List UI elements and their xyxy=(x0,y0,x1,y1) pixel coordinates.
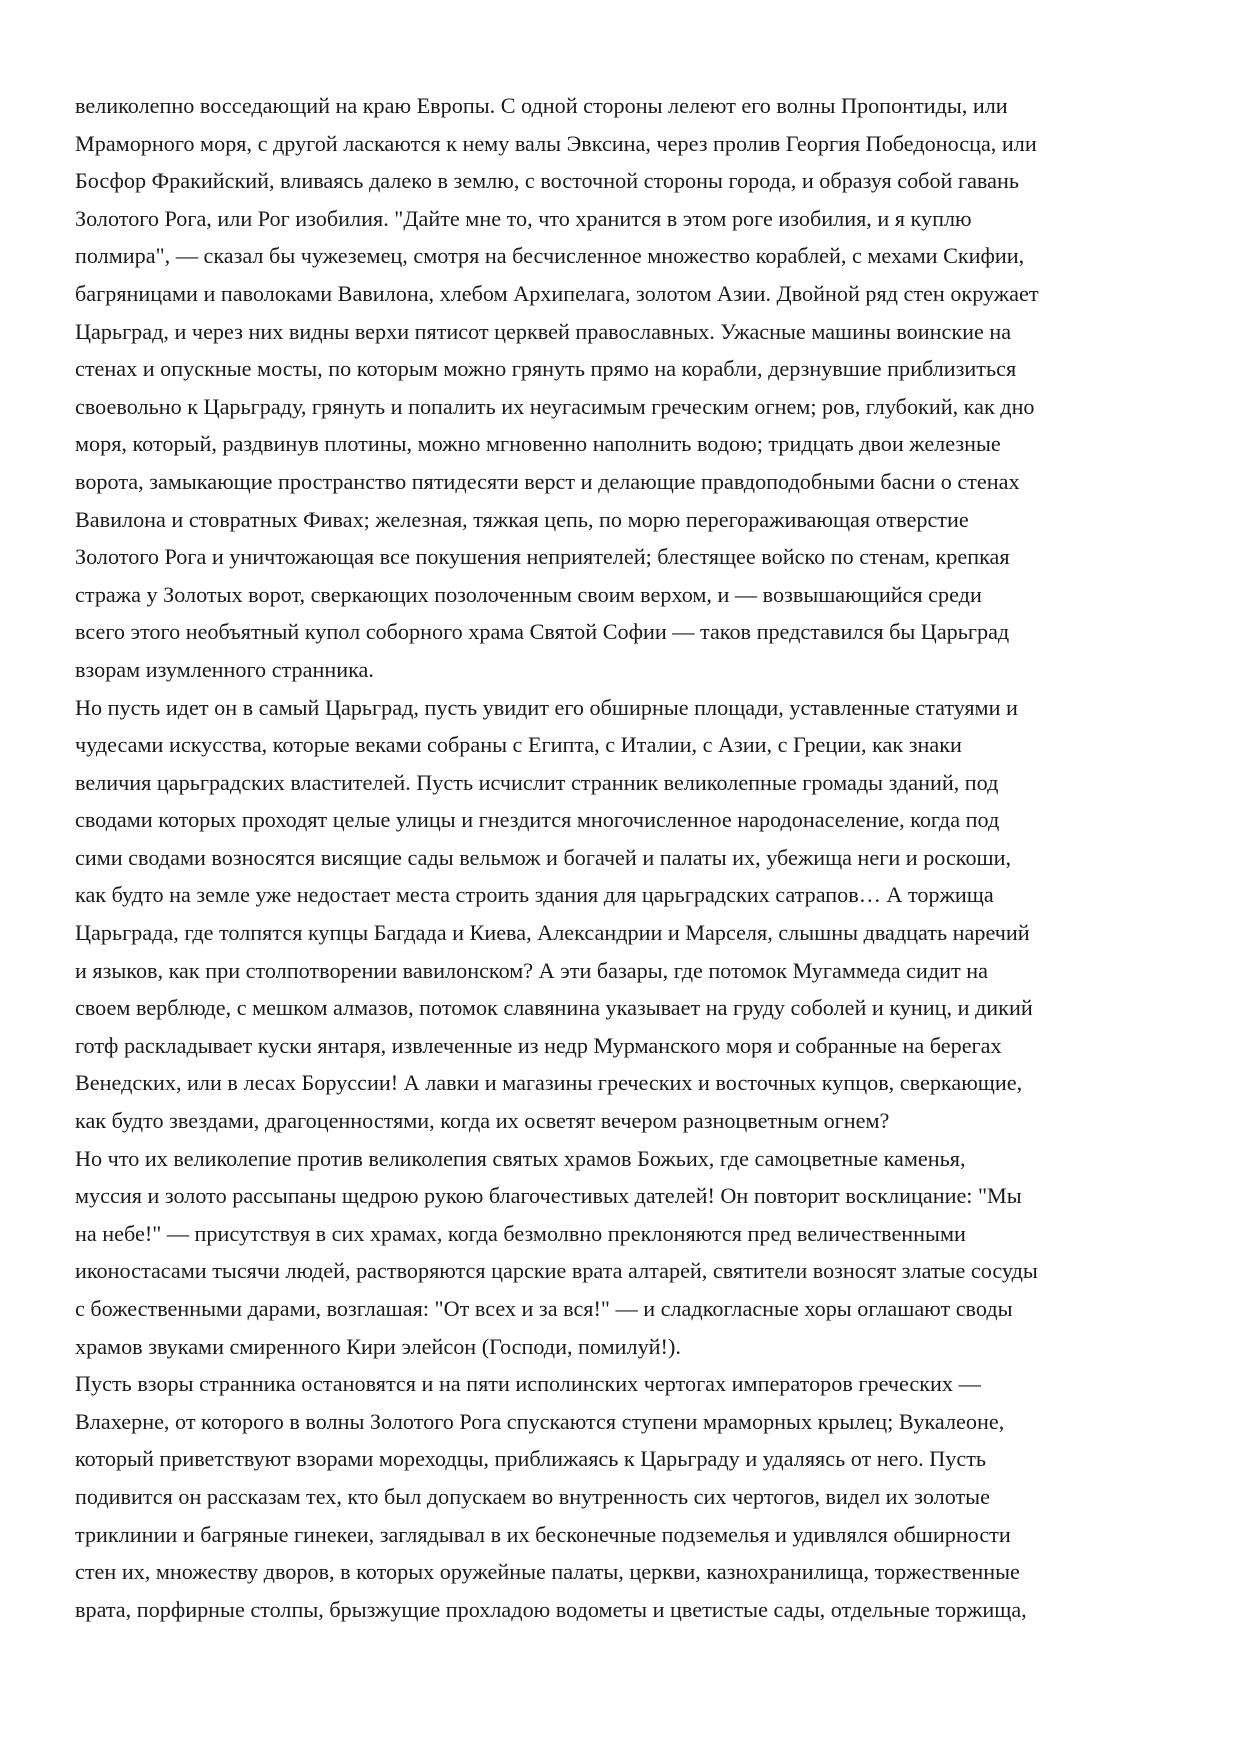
document-page xyxy=(75,87,1185,1628)
text-line: взорам изумленного странника. xyxy=(75,656,374,682)
text-line: который приветствуют взорами мореходцы, приближаясь к Царьграду и удаляясь от него. Пусть xyxy=(75,1446,987,1472)
text-line: и языков, как при столпотворении вавилонском? А эти базары, где потомок Мугаммеда сидит на xyxy=(75,957,988,983)
text-line: с божественными дарами, возглашая: "От всех и за вся!" — и сладкогласные хоры оглашают своды xyxy=(75,1296,1013,1321)
text-line: Вавилона и стовратных Фивах; железная, тяжкая цепь, по морю перегораживающая отверстие xyxy=(75,506,969,532)
text-line: как будто звездами, драгоценностями, когда их осветят вечером разноцветным огнем? xyxy=(75,1108,890,1134)
text-line: врата, порфирные столпы, брызжущие прохладою водометы и цветистые сады, отдельные торжища, xyxy=(75,1596,1027,1622)
text-line: Царьграда, где толпятся купцы Багдада и Киева, Александрии и Марселя, слышны двадцать наречий xyxy=(75,920,1030,946)
text-line: Но пусть идет он в самый Царьград, пусть увидит его обширные площади, уставленные статуями и xyxy=(75,694,1018,720)
text-line: великолепно восседающий на краю Европы. С одной стороны лелеют его волны Пропонтиды, или xyxy=(75,93,1008,118)
text-line: храмов звуками смиренного Кири элейсон (Господи, помилуй!). xyxy=(75,1333,681,1359)
text-line: стенах и опускные мосты, по которым можно грянуть прямо на корабли, дерзнувшие приблизиться xyxy=(75,356,1017,382)
text-line: ворота, замыкающие пространство пятидесяти верст и делающие правдоподобными басни о стенах xyxy=(75,468,1020,494)
text-line: Мраморного моря, с другой ласкаются к нему валы Эвксина, через пролив Георгия Победоносца, или xyxy=(75,130,1037,156)
text-line: на небе!" — присутствуя в сих храмах, когда безмолвно преклоняются пред величественными xyxy=(75,1220,966,1246)
text-line: величия царьградских властителей. Пусть исчислит странник великолепные громады зданий, под xyxy=(75,769,999,795)
text-line: Пусть взоры странника остановятся и на пяти исполинских чертогах императоров греческих — xyxy=(75,1371,981,1397)
text-line: полмира", — сказал бы чужеземец, смотря на бесчисленное множество кораблей, с мехами Скифии, xyxy=(75,243,1025,269)
text-line: как будто на земле уже недостает места строить здания для царьградских сатрапов… А торжища xyxy=(75,882,994,908)
text-line: стен их, множеству дворов, в которых оружейные палаты, церкви, казнохранилища, торжественные xyxy=(75,1559,1020,1585)
text-line: Царьград, и через них видны верхи пятисот церквей православных. Ужасные машины воинские на xyxy=(75,318,1012,344)
text-line: всего этого необъятный купол соборного храма Святой Софии — таков представился бы Царьград xyxy=(75,619,1010,645)
text-line: иконостасами тысячи людей, растворяются царские врата алтарей, святители возносят златые сосуды xyxy=(75,1258,1038,1284)
text-line: Золотого Рога, или Рог изобилия. "Дайте мне то, что хранится в этом роге изобилия, и я куплю xyxy=(75,205,972,231)
text-line: готф раскладывает куски янтаря, извлеченные из недр Мурманского моря и собранные на берегах xyxy=(75,1032,1002,1058)
text-line: моря, который, раздвинув плотины, можно мгновенно наполнить водою; тридцать двои железные xyxy=(75,431,1001,457)
text-line: Золотого Рога и уничтожающая все покушения неприятелей; блестящее войско по стенам, крепкая xyxy=(75,544,1010,570)
text-line: багряницами и паволоками Вавилона, хлебом Архипелага, золотом Азии. Двойной ряд стен окружает xyxy=(75,280,1039,306)
text-line: Влахерне, от которого в волны Золотого Рога спускаются ступени мраморных крылец; Вукалеоне, xyxy=(75,1408,1005,1434)
text-line: подивится он рассказам тех, кто был допускаем во внутренность сих чертогов, видел их золотые xyxy=(75,1483,990,1509)
text-line: триклинии и багряные гинекеи, заглядывал в их бесконечные подземелья и удивлялся обширности xyxy=(75,1521,1011,1547)
text-line: чудесами искусства, которые веками собраны с Египта, с Италии, с Азии, с Греции, как знаки xyxy=(75,732,962,758)
text-line: своевольно к Царьграду, грянуть и попалить их неугасимым греческим огнем; ров, глубокий, как дно xyxy=(75,393,1035,419)
text-line: Босфор Фракийский, вливаясь далеко в землю, с восточной стороны города, и образуя собой гавань xyxy=(75,168,1019,194)
text-line: Венедских, или в лесах Боруссии! А лавки и магазины греческих и восточных купцов, сверкающие, xyxy=(75,1070,1023,1096)
text-line: сими сводами возносятся висящие сады вельмож и богачей и палаты их, убежища неги и роскоши, xyxy=(75,844,1012,870)
text-line: Но что их великолепие против великолепия святых храмов Божьих, где самоцветные каменья, xyxy=(75,1145,966,1171)
text-line: стража у Золотых ворот, сверкающих позолоченным своим верхом, и — возвышающийся среди xyxy=(75,581,982,607)
text-line: своем верблюде, с мешком алмазов, потомок славянина указывает на груду соболей и куниц, и дикий xyxy=(75,995,1033,1021)
text-line: муссия и золото рассыпаны щедрою рукою благочестивых дателей! Он повторит восклицание: "Мы xyxy=(75,1183,1022,1209)
text-line: сводами которых проходят целые улицы и гнездится многочисленное народонаселение, когда под xyxy=(75,807,1000,833)
